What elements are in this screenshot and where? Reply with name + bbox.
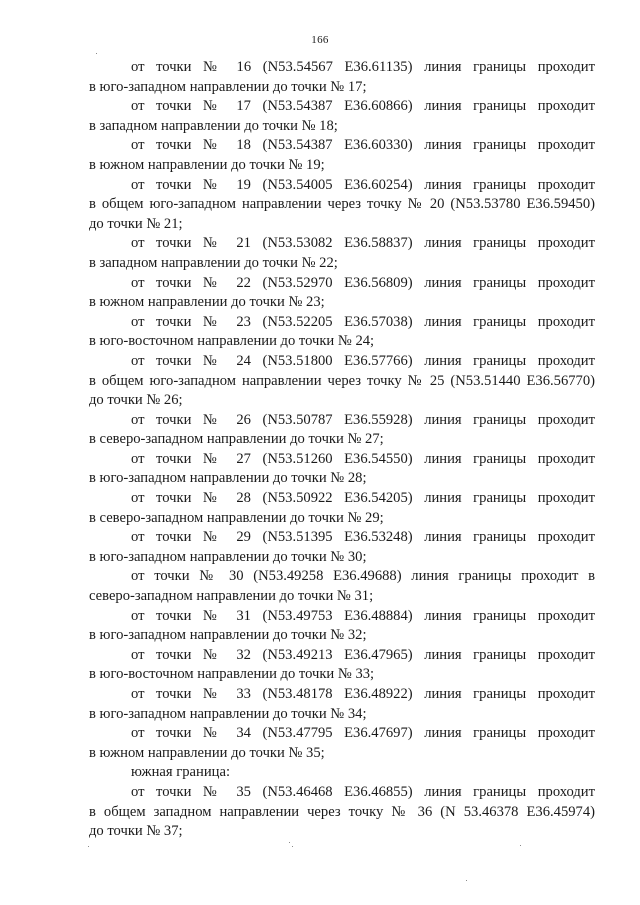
boundary-paragraph — [89, 567, 595, 606]
boundary-paragraph — [89, 607, 595, 646]
boundary-paragraph — [89, 528, 595, 567]
paragraph-first-line: от точки № 17 (N53.54387 E36.60866) линия границы проходит — [131, 98, 595, 115]
document-body — [89, 58, 595, 842]
paragraph-continuation-line: в северо-западном направлении до точки № 29; — [89, 509, 384, 526]
boundary-paragraph — [89, 411, 595, 450]
paragraph-first-line: от точки № 24 (N53.51800 E36.57766) линия границы проходит — [131, 352, 595, 369]
paragraph-continuation-line: в общем юго-западном направлении через точку № 20 (N53.53780 E36.59450) — [89, 196, 595, 213]
boundary-paragraph — [89, 352, 595, 411]
paragraph-first-line: от точки № 18 (N53.54387 E36.60330) линия границы проходит — [131, 137, 595, 154]
paragraph-first-line: от точки № 29 (N53.51395 E36.53248) линия границы проходит — [131, 529, 595, 546]
paragraph-continuation-line: северо-западном направлении до точки № 31; — [89, 588, 374, 605]
boundary-paragraph — [89, 489, 595, 528]
paragraph-continuation-line: в юго-западном направлении до точки № 32; — [89, 627, 367, 644]
boundary-paragraph — [89, 58, 595, 97]
paragraph-continuation-line: до точки № 26; — [89, 392, 183, 409]
paragraph-first-line: от точки № 23 (N53.52205 E36.57038) линия границы проходит — [131, 313, 595, 330]
section-heading: южная граница: — [131, 764, 230, 781]
paragraph-first-line: от точки № 27 (N53.51260 E36.54550) линия границы проходит — [131, 450, 595, 467]
paragraph-continuation-line: в общем юго-западном направлении через точку № 25 (N53.51440 E36.56770) — [89, 372, 595, 389]
boundary-paragraph — [89, 646, 595, 685]
paragraph-continuation-line: в северо-западном направлении до точки № 27; — [89, 431, 384, 448]
paragraph-continuation-line: в юго-западном направлении до точки № 30; — [89, 548, 367, 565]
boundary-paragraph — [89, 274, 595, 313]
paragraph-continuation-line: в юго-восточном направлении до точки № 24; — [89, 333, 375, 350]
scan-speck — [289, 842, 290, 843]
paragraph-first-line: от точки № 32 (N53.49213 E36.47965) линия границы проходит — [131, 646, 595, 663]
paragraph-first-line: от точки № 30 (N53.49258 E36.49688) линия границы проходит в — [131, 568, 595, 585]
paragraph-continuation-line: в западном направлении до точки № 22; — [89, 254, 338, 271]
paragraph-first-line: от точки № 21 (N53.53082 E36.58837) линия границы проходит — [131, 235, 595, 252]
boundary-paragraph — [89, 234, 595, 273]
paragraph-first-line: от точки № 31 (N53.49753 E36.48884) линия границы проходит — [131, 607, 595, 624]
boundary-paragraph — [89, 313, 595, 352]
paragraph-continuation-line: в юго-западном направлении до точки № 17; — [89, 78, 367, 95]
scan-speck — [96, 53, 97, 54]
scan-speck — [292, 846, 293, 847]
scan-speck — [520, 845, 521, 846]
boundary-paragraph — [89, 450, 595, 489]
paragraph-continuation-line: в юго-западном направлении до точки № 28; — [89, 470, 367, 487]
boundary-paragraph — [89, 783, 595, 842]
paragraph-first-line: от точки № 34 (N53.47795 E36.47697) линия границы проходит — [131, 725, 595, 742]
paragraph-continuation-line: в южном направлении до точки № 23; — [89, 294, 325, 311]
boundary-paragraph — [89, 176, 595, 235]
paragraph-first-line: от точки № 22 (N53.52970 E36.56809) линия границы проходит — [131, 274, 595, 291]
scan-speck — [466, 880, 467, 881]
scan-speck — [88, 846, 89, 847]
paragraph-continuation-line: в юго-восточном направлении до точки № 33; — [89, 666, 375, 683]
paragraph-continuation-line: в южном направлении до точки № 19; — [89, 156, 325, 173]
boundary-paragraph — [89, 724, 595, 763]
paragraph-first-line: от точки № 26 (N53.50787 E36.55928) линия границы проходит — [131, 411, 595, 428]
paragraph-continuation-line: в юго-западном направлении до точки № 34; — [89, 705, 367, 722]
paragraph-continuation-line: до точки № 21; — [89, 215, 183, 232]
boundary-paragraph — [89, 136, 595, 175]
paragraph-first-line: от точки № 28 (N53.50922 E36.54205) линия границы проходит — [131, 490, 595, 507]
paragraph-first-line: от точки № 33 (N53.48178 E36.48922) линия границы проходит — [131, 686, 595, 702]
page-number: 166 — [311, 34, 329, 46]
paragraph-continuation-line: в южном направлении до точки № 35; — [89, 744, 325, 761]
paragraph-continuation-line: до точки № 37; — [89, 823, 183, 840]
paragraph-continuation-line: в западном направлении до точки № 18; — [89, 117, 338, 134]
paragraph-first-line: от точки № 35 (N53.46468 E36.46855) линия границы проходит — [131, 783, 595, 800]
boundary-paragraph — [89, 97, 595, 136]
paragraph-first-line: от точки № 16 (N53.54567 E36.61135) линия границы проходит — [131, 59, 595, 75]
boundary-paragraph — [89, 685, 595, 724]
paragraph-first-line: от точки № 19 (N53.54005 E36.60254) линия границы проходит — [131, 176, 595, 193]
paragraph-continuation-line: в общем западном направлении через точку № 36 (N 53.46378 E36.45974) — [89, 803, 595, 820]
